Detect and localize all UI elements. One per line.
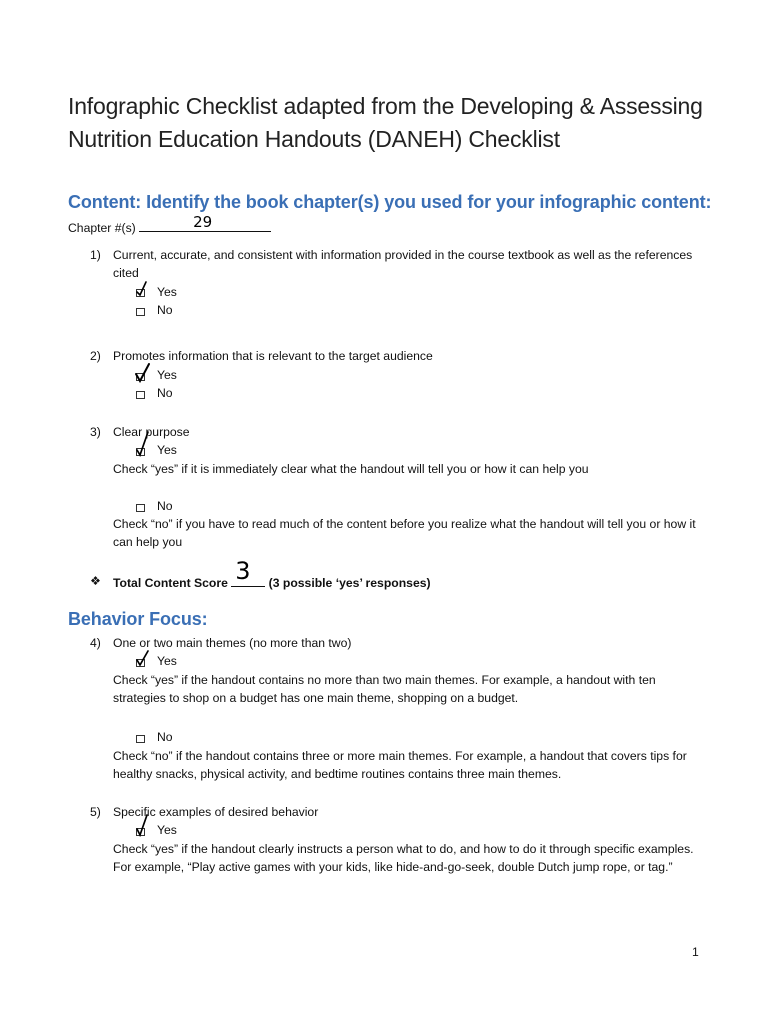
item-3-yes-note: Check “yes” if it is immediately clear what the handout will tell you or how it can help you [113, 462, 589, 476]
total-bullet-icon: ❖ [90, 574, 101, 588]
item-3-text: Clear purpose [113, 425, 190, 439]
item-4-no-note: Check “no” if the handout contains three or more main themes. For example, a handout that covers tips for healthy snacks, physical activity, and bedtime routines contains three main themes. [113, 749, 687, 781]
item-3-yes-label: Yes [157, 443, 177, 457]
item-5-yes-checkmark-icon [132, 810, 154, 838]
item-4-text: One or two main themes (no more than two) [113, 636, 352, 650]
chapter-blank-line[interactable] [139, 213, 271, 232]
item-1-no-checkbox[interactable] [136, 308, 145, 316]
item-5-text: Specific examples of desired behavior [113, 805, 319, 819]
item-3-number: 3) [90, 425, 101, 439]
item-2-no-label: No [157, 386, 173, 400]
item-2-text: Promotes information that is relevant to the target audience [113, 349, 433, 363]
chapter-label: Chapter #(s) [68, 221, 136, 235]
item-1-yes-label: Yes [157, 285, 177, 299]
document-title-line-1: Infographic Checklist adapted from the Developing & Assessing [68, 93, 703, 119]
document-title-line-2: Nutrition Education Handouts (DANEH) Checklist [68, 126, 560, 152]
item-3-no-note: Check “no” if you have to read much of the content before you realize what the handout will tell you or how it can help you [113, 517, 696, 549]
total-score-label: Total Content Score [113, 576, 228, 590]
item-3-yes-checkmark-icon [132, 426, 156, 458]
total-content-score [113, 557, 431, 592]
total-score-blank-line[interactable] [231, 557, 265, 587]
item-4-no-label: No [157, 730, 173, 744]
item-4-number: 4) [90, 636, 101, 650]
item-4-yes-checkmark-icon [132, 648, 154, 670]
item-1-no-label: No [157, 303, 173, 317]
item-1-text: Current, accurate, and consistent with information provided in the course textbook as well as the references cited [113, 248, 693, 280]
item-5-yes-note: Check “yes” if the handout clearly instructs a person what to do, and how to do it through specific examples. For example, “Play active games with your kids, like hide-and-go-seek, double Dutch jump rope, or tag.” [113, 842, 694, 874]
item-2-yes-label: Yes [157, 368, 177, 382]
item-2-no-checkbox[interactable] [136, 391, 145, 399]
content-heading: Content: Identify the book chapter(s) you used for your infographic content: [68, 192, 712, 212]
chapter-field [68, 213, 271, 237]
item-3-no-checkbox[interactable] [136, 504, 145, 512]
item-2-number: 2) [90, 349, 101, 363]
item-4-yes-note: Check “yes” if the handout contains no more than two main themes. For example, a handout with ten strategies to shop on a budget has one main theme, shopping on a budget. [113, 673, 656, 705]
item-4-yes-label: Yes [157, 654, 177, 668]
item-4-no-checkbox[interactable] [136, 735, 145, 743]
chapter-handwritten-value: 29 [193, 213, 213, 231]
page-number: 1 [692, 945, 699, 959]
item-5-number: 5) [90, 805, 101, 819]
item-5-yes-label: Yes [157, 823, 177, 837]
item-2-yes-checkmark-icon [132, 362, 154, 384]
item-1-yes-checkmark-icon [132, 280, 152, 300]
total-score-suffix: (3 possible ‘yes’ responses) [268, 576, 431, 590]
total-score-handwritten-value: 3 [235, 557, 251, 585]
item-1-number: 1) [90, 248, 101, 262]
item-3-no-label: No [157, 499, 173, 513]
behavior-focus-heading: Behavior Focus: [68, 609, 208, 629]
